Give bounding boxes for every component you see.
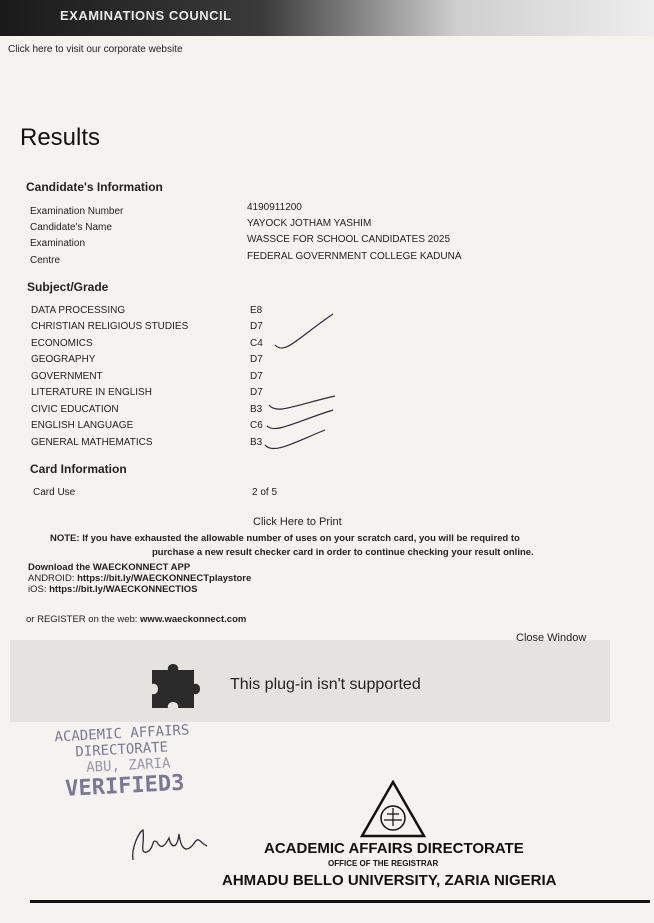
stamp-line-1: ACADEMIC AFFAIRS xyxy=(54,722,190,746)
stamp-line-2: DIRECTORATE xyxy=(74,739,169,761)
subject-grade: D7 xyxy=(250,321,263,332)
app-download-info xyxy=(28,562,251,595)
note-line-2: purchase a new result checker card in order to continue checking your result online. xyxy=(152,547,534,558)
stamp-verified: VERIFIED3 xyxy=(64,770,186,802)
card-use-label: Card Use xyxy=(33,487,76,498)
note-line-1: If you have exhausted the allowable number of uses on your scratch card, you will be required to xyxy=(79,533,520,544)
card-use-value: 2 of 5 xyxy=(252,487,278,498)
download-title: Download the WAECKONNECT APP xyxy=(28,562,191,573)
subject-name: CHRISTIAN RELIGIOUS STUDIES xyxy=(31,321,189,332)
info-label: Candidate's Name xyxy=(30,222,112,233)
subject-name: GEOGRAPHY xyxy=(31,354,96,365)
info-label: Examination Number xyxy=(30,206,124,217)
subject-name: DATA PROCESSING xyxy=(31,305,126,316)
subject-grade: D7 xyxy=(250,387,263,398)
register-label: or REGISTER on the web: xyxy=(26,614,141,625)
handwritten-tick-marks xyxy=(255,310,345,460)
android-link[interactable]: https://bit.ly/WAECKONNECTplaystore xyxy=(77,573,252,584)
card-use-row xyxy=(0,487,654,503)
stamp-line-3: ABU, ZARIA xyxy=(85,755,171,776)
subject-name: LITERATURE IN ENGLISH xyxy=(31,387,152,398)
plugin-unsupported-message: This plug-in isn't supported xyxy=(230,676,421,693)
subject-grade: C6 xyxy=(250,420,263,431)
footer-rule xyxy=(30,900,650,903)
signature xyxy=(125,820,215,870)
subject-name: CIVIC EDUCATION xyxy=(31,404,119,415)
subject-name: ENGLISH LANGUAGE xyxy=(31,420,134,431)
verification-stamp xyxy=(48,722,192,802)
council-logo-text: EXAMINATIONS COUNCIL xyxy=(60,8,232,23)
register-link[interactable]: www.waeckonnect.com xyxy=(140,614,247,625)
corporate-website-link[interactable]: Click here to visit our corporate website xyxy=(8,44,183,55)
ios-label: iOS: xyxy=(28,584,50,595)
footer-directorate: ACADEMIC AFFAIRS DIRECTORATE xyxy=(264,840,524,857)
close-window-link[interactable]: Close Window xyxy=(516,632,587,644)
info-row-centre xyxy=(0,251,654,271)
subject-grade: E8 xyxy=(250,305,263,316)
info-label: Centre xyxy=(30,255,61,266)
candidate-info-heading: Candidate's Information xyxy=(26,180,163,194)
tick-mark-civic xyxy=(269,396,335,409)
subject-grade: B3 xyxy=(250,404,263,415)
tick-mark-maths xyxy=(265,430,325,449)
card-info-heading: Card Information xyxy=(30,462,127,476)
scratch-card-note xyxy=(50,532,610,560)
footer-office: OFFICE OF THE REGISTRAR xyxy=(328,859,439,868)
tick-mark-economics xyxy=(275,314,333,348)
puzzle-piece-icon xyxy=(146,654,208,712)
university-seal-icon xyxy=(360,780,426,838)
android-label: ANDROID: xyxy=(28,573,78,584)
info-value: 4190911200 xyxy=(247,202,302,213)
subject-grade: D7 xyxy=(250,354,263,365)
ios-link[interactable]: https://bit.ly/WAECKONNECTIOS xyxy=(49,584,198,595)
subject-grade-heading: Subject/Grade xyxy=(27,280,109,294)
info-value: YAYOCK JOTHAM YASHIM xyxy=(247,218,372,229)
info-value: FEDERAL GOVERNMENT COLLEGE KADUNA xyxy=(247,251,462,262)
note-prefix: NOTE: xyxy=(50,533,80,544)
subject-grade: C4 xyxy=(250,338,263,349)
subject-grade: B3 xyxy=(250,437,263,448)
register-info xyxy=(26,614,246,625)
footer-university: AHMADU BELLO UNIVERSITY, ZARIA NIGERIA xyxy=(222,872,557,889)
subject-name: GOVERNMENT xyxy=(31,371,103,382)
subject-name: ECONOMICS xyxy=(31,338,93,349)
print-link[interactable]: Click Here to Print xyxy=(253,516,342,528)
info-label: Examination xyxy=(30,238,86,249)
subject-grade: D7 xyxy=(250,371,263,382)
subject-name: GENERAL MATHEMATICS xyxy=(31,437,153,448)
page-title: Results xyxy=(20,124,101,151)
info-value: WASSCE FOR SCHOOL CANDIDATES 2025 xyxy=(247,234,451,245)
tick-mark-english xyxy=(267,410,333,429)
